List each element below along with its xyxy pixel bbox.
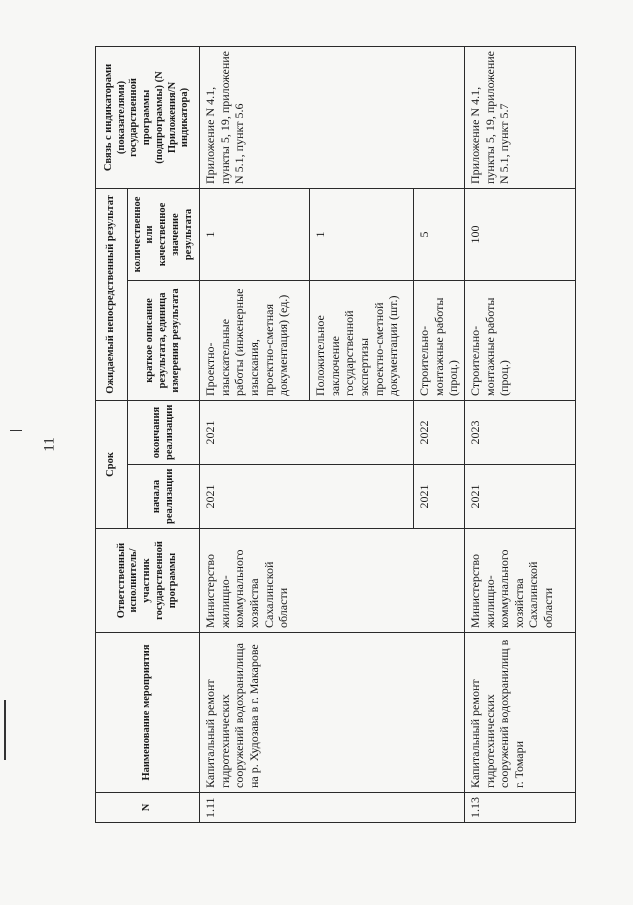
col-header-term-start: начала реализации [128, 465, 200, 529]
row-start: 2021 [464, 465, 575, 529]
scan-edge-mark [10, 430, 22, 431]
col-header-name: Наименование мероприятия [96, 633, 200, 793]
row-result-value: 5 [414, 188, 465, 280]
row-number: 1.11 [200, 793, 465, 823]
row-start: 2021 [200, 465, 414, 529]
row-result-desc: Положительное заключение государственной экспертизы проектно-сметной документации (шт.) [310, 280, 414, 400]
row-name: Капитальный ремонт гидротехнических сооружений водохранилища на р. Худозава в г. Макарове [200, 633, 465, 793]
row-result-desc: Проектно-изыскательные работы (инженерные изыскания, проектно-сметная документация) (ед.) [200, 280, 310, 400]
col-header-term-end: окончания реализации [128, 400, 200, 464]
row-result-value: 1 [200, 188, 310, 280]
col-header-link: Связь с индикаторами (показателями) государственной программы (подпрограммы) (N Приложения/N индикатора) [96, 46, 200, 188]
col-header-result: Ожидаемый непосредственный результат [96, 188, 128, 400]
row-end: 2023 [464, 400, 575, 464]
table-row [200, 46, 310, 822]
results-table [95, 46, 576, 823]
table-row [464, 46, 575, 822]
row-result-desc: Строительно-монтажные работы (проц.) [464, 280, 575, 400]
col-header-n: N [96, 793, 200, 823]
row-result-value: 100 [464, 188, 575, 280]
row-link: Приложение N 4.1, пункты 5, 19, приложение N 5.1, пункт 5.7 [464, 46, 575, 188]
row-responsible: Министерство жилищно-коммунального хозяйства Сахалинской области [200, 529, 465, 633]
row-result-desc: Строительно-монтажные работы (проц.) [414, 280, 465, 400]
row-name: Капитальный ремонт гидротехнических сооружений водохранилищ в г. Томари [464, 633, 575, 793]
col-header-result-desc: краткое описание результата, единица измерения результата [128, 280, 200, 400]
row-start: 2021 [414, 465, 465, 529]
col-header-result-value: количественное или качественное значение результата [128, 188, 200, 280]
col-header-term: Срок [96, 400, 128, 528]
row-end: 2022 [414, 400, 465, 464]
rotated-table-container [95, 47, 574, 823]
row-responsible: Министерство жилищно-коммунального хозяйства Сахалинской области [464, 529, 575, 633]
row-number: 1.13 [464, 793, 575, 823]
row-end: 2021 [200, 400, 414, 464]
col-header-responsible: Ответственный исполнитель/ участник государственной программы [96, 529, 200, 633]
row-link: Приложение N 4.1, пункты 5, 19, приложение N 5.1, пункт 5.6 [200, 46, 465, 188]
row-result-value: 1 [310, 188, 414, 280]
header-row-1 [96, 46, 128, 822]
scan-edge-mark [4, 700, 6, 760]
page-number: 11 [41, 437, 58, 452]
